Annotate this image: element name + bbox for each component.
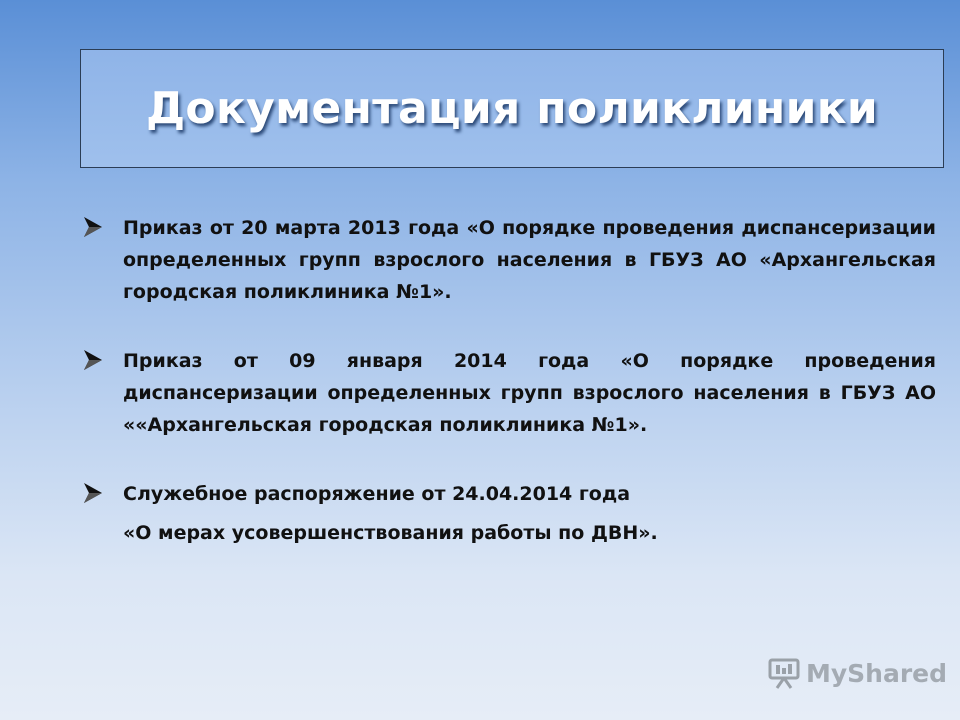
arrow-bullet-icon — [82, 481, 104, 505]
bullet-list — [82, 212, 936, 586]
list-item-text: Служебное распоряжение от 24.04.2014 года — [123, 483, 631, 505]
arrow-bullet-icon — [82, 348, 104, 372]
watermark — [767, 654, 947, 692]
list-item-text: Приказ от 09 января 2014 года «О порядке проведения диспансеризации определенных групп взрослого населения в ГБУЗ АО ««Архангельская городская поликлиника №1». — [123, 350, 936, 436]
list-item-text: Приказ от 20 марта 2013 года «О порядке проведения диспансеризации определенных групп взрослого населения в ГБУЗ АО «Архангельская городская поликлиника №1». — [123, 217, 936, 303]
arrow-bullet-icon — [82, 215, 104, 239]
slide-title: Документация поликлиники — [145, 83, 879, 134]
list-item — [82, 478, 936, 549]
presentation-board-icon — [767, 656, 801, 690]
title-box — [80, 49, 944, 168]
list-item-subtext: «О мерах усовершенствования работы по ДВН». — [123, 522, 658, 544]
list-item — [82, 345, 936, 441]
list-item — [82, 212, 936, 308]
watermark-text: MyShared — [806, 658, 948, 688]
